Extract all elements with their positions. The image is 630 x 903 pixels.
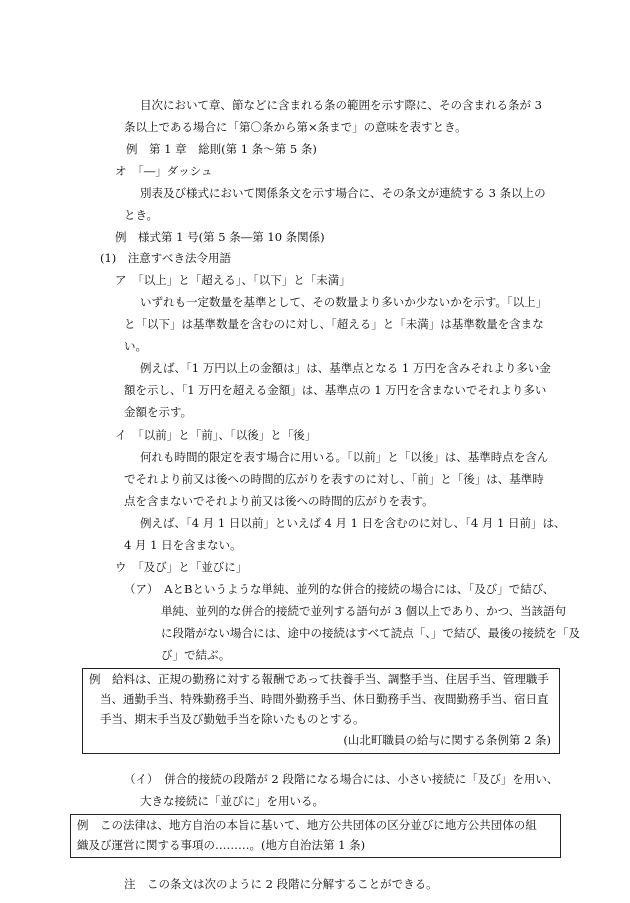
u-b-line2: 大きな接続に「並びに」を用いる。 xyxy=(140,794,324,808)
a-line6: 金額を示す。 xyxy=(124,405,193,419)
i-line5: 4 月 1 日を含まない。 xyxy=(124,538,242,552)
a-line2: と「以下」は基準数量を含むのに対し、「超える」と「未満」は基準数量を含まな xyxy=(124,317,544,331)
box2-line2: 織及び運営に関する事項の………。(地方自治法第 1 条) xyxy=(77,838,366,852)
o-line1: 別表及び様式において関係条文を示す場合に、その条文が連続する 3 条以上の xyxy=(140,186,546,200)
o-example: 例 様式第 1 号(第 5 条―第 10 条関係) xyxy=(115,230,325,244)
i-line1: 何れも時間的限定を表す場合に用いる。「以前」と「以後」は、基準時点を含ん xyxy=(140,450,549,464)
a-line5: 額を示し、「1 万円を超える金額」は、基準点の 1 万円を含まないでそれより多い xyxy=(124,383,547,397)
box2-line1: 例 この法律は、地方自治の本旨に基いて、地方公共団体の区分並びに地方公共団体の組 xyxy=(77,818,537,832)
u-a-line3: に段階がない場合には、途中の接続はすべて読点「、」で結び、最後の接続を「及 xyxy=(161,626,581,640)
a-line3: い。 xyxy=(124,339,147,353)
u-a-line1: （ア） AとBというような単純、並列的な併合的接続の場合には、「及び」で結び、 xyxy=(124,582,555,596)
u-heading: ウ 「及び」と「並びに」 xyxy=(115,560,248,574)
para1-line1: 目次において章、節などに含まれる条の範囲を示す際に、その含まれる条が 3 xyxy=(140,98,542,112)
i-line4: 例えば、「4 月 1 日以前」といえば 4 月 1 日を含むのに対し、「4 月 1 日前」は、 xyxy=(140,516,566,530)
o-line2: とき。 xyxy=(124,208,159,222)
a-heading: ア 「以上」と「超える」、「以下」と「未満」 xyxy=(115,273,351,287)
para1-example: 例 第 1 章 総則(第 1 条～第 5 条) xyxy=(126,142,317,156)
u-a-line2: 単純、並列的な併合的接続で並列する語句が 3 個以上であり、かつ、当該語句 xyxy=(161,604,567,618)
box1-line2: 当、通勤手当、特殊勤務手当、時間外勤務手当、休日勤務手当、夜間勤務手当、宿日直 xyxy=(100,692,549,706)
example-box-local-autonomy xyxy=(70,814,561,858)
example-box-salary xyxy=(82,668,560,754)
u-a-line4: び」で結ぶ。 xyxy=(161,648,231,662)
u-b-line1: （イ） 併合的接続の段階が 2 段階になる場合には、小さい接続に「及び」を用い、 xyxy=(124,772,559,786)
i-line3: 点を含まないでそれより前又は後への時間的広がりを表す。 xyxy=(124,494,434,508)
a-line1: いずれも一定数量を基準として、その数量より多いか少ないかを示す。「以上」 xyxy=(140,295,548,309)
o-heading: オ 「―」ダッシュ xyxy=(115,164,213,178)
note: 注 この条文は次のように 2 段階に分解することができる。 xyxy=(124,877,438,891)
box1-source: (山北町職員の給与に関する条例第 2 条) xyxy=(343,733,551,747)
i-heading: イ 「以前」と「前」、「以後」と「後」 xyxy=(115,428,317,442)
a-line4: 例えば、「1 万円以上の金額は」は、基準点となる 1 万円を含みそれより多い金 xyxy=(140,361,551,375)
section-heading: (1) 注意すべき法令用語 xyxy=(100,251,232,265)
i-line2: でそれより前又は後への時間的広がりを表すのに対し、「前」と「後」は、基準時 xyxy=(124,472,544,486)
para1-line2: 条以上である場合に「第〇条から第×条まで」の意味を表すとき。 xyxy=(124,120,467,134)
box1-line1: 例 給料は、正規の勤務に対する報酬であって扶養手当、調整手当、住居手当、管理職手 xyxy=(89,672,549,686)
box1-line3: 手当、期末手当及び勤勉手当を除いたものとする。 xyxy=(100,712,365,726)
